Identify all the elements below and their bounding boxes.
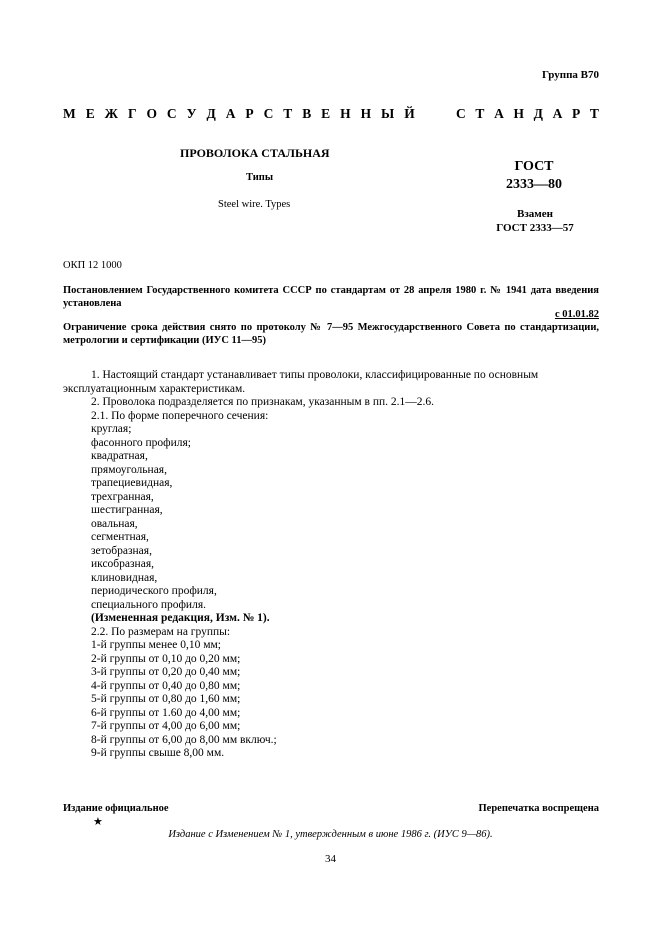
- list-item: специального профиля.: [91, 598, 206, 611]
- list-item: 2-й группы от 0,10 до 0,20 мм;: [91, 652, 241, 665]
- banner-letter: В: [302, 106, 312, 121]
- banner-letter: Н: [340, 106, 351, 121]
- list-item: иксобразная,: [91, 558, 154, 570]
- banner-letter: А: [225, 106, 236, 121]
- banner-right: [456, 106, 599, 124]
- banner-letter: Д: [206, 106, 216, 121]
- list-item: квадратная,: [91, 450, 148, 462]
- banner-letter: Р: [245, 106, 254, 121]
- list-item: клиновидная,: [91, 571, 158, 584]
- banner-letter: Д: [533, 106, 543, 121]
- list-item: овальная,: [91, 517, 138, 530]
- official-edition: Издание официальное: [63, 803, 169, 814]
- page-number: 34: [325, 853, 336, 865]
- edition-note: Издание с Изменением № 1, утвержденным в июне 1986 г. (ИУС 9—86).: [168, 829, 493, 840]
- list-item: трапециевидная,: [91, 477, 173, 489]
- banner-letter: О: [146, 106, 157, 121]
- document-body: [63, 369, 599, 761]
- list-item: зетобразная,: [91, 544, 152, 557]
- banner-letter: Т: [589, 106, 599, 121]
- replaces-block: [480, 207, 590, 235]
- gost-code: 2333—80: [506, 177, 562, 192]
- banner-letter: С: [456, 106, 466, 121]
- list-item: 7-й группы от 4,00 до 6,00 мм;: [91, 720, 241, 732]
- list-item: 8-й группы от 6,00 до 8,00 мм включ.;: [91, 733, 277, 746]
- list-item: 4-й группы от 0,40 до 0,80 мм;: [91, 679, 241, 692]
- list-item: фасонного профиля;: [91, 436, 192, 449]
- list-item: 1-й группы менее 0,10 мм;: [91, 639, 221, 651]
- banner-left: [63, 106, 415, 124]
- banner-letter: С: [263, 106, 274, 121]
- banner-letter: У: [186, 106, 197, 121]
- list-item: сегментная,: [91, 531, 149, 543]
- banner-letter: Н: [513, 106, 524, 121]
- list-item: 9-й группы свыше 8,00 мм.: [91, 747, 225, 759]
- size-group-list: [63, 639, 599, 761]
- banner-letter: Е: [85, 106, 95, 121]
- list-item: трехгранная,: [91, 490, 154, 503]
- replaces-label: Взамен: [517, 208, 553, 220]
- document-title: ПРОВОЛОКА СТАЛЬНАЯ: [180, 146, 330, 160]
- replaces-code: ГОСТ 2333—57: [496, 222, 574, 234]
- banner-letter: Т: [475, 106, 485, 121]
- banner-letter: Ы: [381, 106, 395, 121]
- paragraph-2-1: 2.1. По форме поперечного сечения:: [91, 409, 269, 422]
- paragraph-2: 2. Проволока подразделяется по признакам, указанным в пп. 2.1—2.6.: [91, 396, 435, 408]
- list-item: круглая;: [91, 423, 132, 435]
- restriction-text: Ограничение срока действия снято по протоколу № 7—95 Межгосударственного Совета по стандартизации, метрологии и сертификации (ИУС 11—95): [63, 322, 599, 346]
- banner-letter: Е: [321, 106, 331, 121]
- gost-label: ГОСТ: [514, 159, 554, 174]
- group-code: Группа В70: [541, 69, 599, 81]
- gost-number: [498, 158, 570, 194]
- banner-letter: А: [494, 106, 504, 121]
- shape-list: [63, 423, 599, 612]
- english-title: Steel wire. Types: [218, 199, 291, 210]
- list-item: 3-й группы от 0,20 до 0,40 мм;: [91, 666, 241, 678]
- standard-banner: [63, 106, 599, 124]
- banner-letter: Р: [572, 106, 581, 121]
- banner-letter: Т: [283, 106, 293, 121]
- list-item: прямоугольная,: [91, 463, 167, 476]
- reprint-prohibited: Перепечатка воспрещена: [478, 803, 599, 814]
- banner-letter: Й: [404, 106, 415, 121]
- okp-code: ОКП 12 1000: [63, 260, 122, 271]
- paragraph-1: 1. Настоящий стандарт устанавливает типы проволоки, классифицированные по основным эксплуатационным характеристикам.: [63, 369, 539, 395]
- list-item: 5-й группы от 0,80 до 1,60 мм;: [91, 693, 241, 705]
- banner-letter: Ж: [104, 106, 118, 121]
- change-note: (Измененная редакция, Изм. № 1).: [91, 612, 270, 624]
- banner-letter: Г: [127, 106, 137, 121]
- decree-text: Постановлением Государственного комитета СССР по стандартам от 28 апреля 1980 г. № 1941 дата введения установлена: [63, 285, 599, 309]
- banner-letter: А: [552, 106, 563, 121]
- document-subtitle: Типы: [246, 172, 274, 183]
- list-item: шестигранная,: [91, 504, 163, 516]
- banner-letter: С: [166, 106, 177, 121]
- decree-date: с 01.01.82: [554, 309, 599, 320]
- star-icon: ★: [93, 816, 103, 828]
- list-item: 6-й группы от 1.60 до 4,00 мм;: [91, 706, 241, 719]
- banner-letter: М: [63, 106, 76, 121]
- list-item: периодического профиля,: [91, 585, 217, 597]
- banner-letter: Н: [360, 106, 372, 121]
- paragraph-2-2: 2.2. По размерам на группы:: [91, 625, 231, 638]
